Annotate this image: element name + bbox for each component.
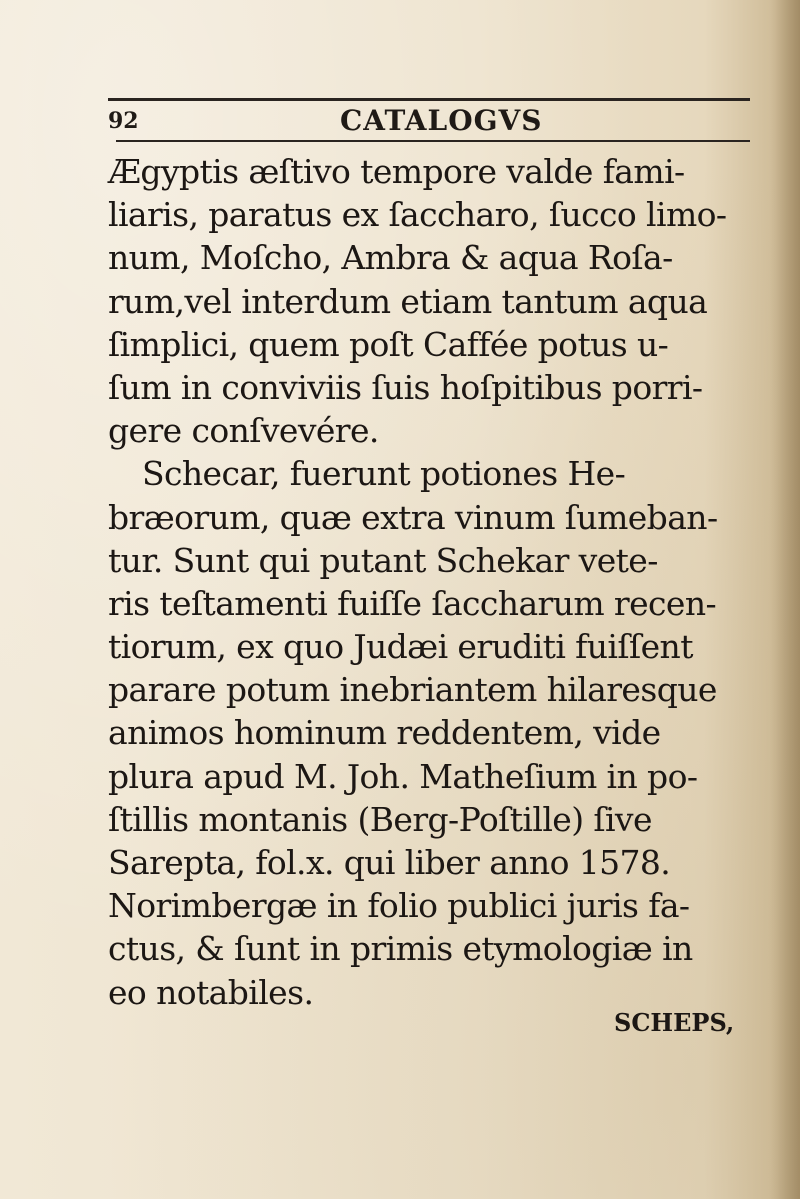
header-rule-top <box>108 98 750 101</box>
page-edge-shadow <box>770 0 800 1199</box>
text-line: Ægyptis æſtivo tempore valde fami- <box>108 152 685 191</box>
text-line: ſum in conviviis ſuis hoſpitibus porri- <box>108 367 703 407</box>
text-line: rum,vel interdum etiam tantum aqua <box>108 281 708 321</box>
text-line: tur. Sunt qui putant Schekar vete- <box>108 540 658 580</box>
text-line: parare potum inebriantem hilaresque <box>108 670 717 710</box>
text-line: gere conſvevére. <box>108 411 379 451</box>
text-line: num, Moſcho, Ambra & aqua Roſa- <box>108 238 673 278</box>
text-line: Sarepta, fol.x. qui liber anno 1578. <box>108 843 671 882</box>
body-text <box>108 150 768 1014</box>
text-line: eo notabiles. <box>108 972 314 1012</box>
text-line: Schecar, fuerunt potiones He- <box>142 454 626 494</box>
text-line: ris teſtamenti fuiſſe ſaccharum recen- <box>108 583 717 623</box>
text-line: ſimplici, quem poſt Caffée potus u- <box>108 324 669 364</box>
text-line: tiorum, ex quo Judæi eruditi fuiſſent <box>108 627 693 667</box>
header-rule-bottom <box>116 140 750 142</box>
text-line: ſtillis montanis (Berg-Poſtille) ſive <box>108 799 652 839</box>
text-line: plura apud M. Joh. Matheſium in po- <box>108 756 698 796</box>
text-line: liaris, paratus ex ſaccharo, ſucco limo- <box>108 195 727 235</box>
text-line: animos hominum reddentem, vide <box>108 713 661 753</box>
catchword: SCHEPS, <box>614 1008 735 1037</box>
text-line: bræorum, quæ extra vinum ſumeban- <box>108 497 718 537</box>
page-number: 92 <box>108 108 139 134</box>
text-line: ctus, & ſunt in primis etymologiæ in <box>108 929 693 969</box>
text-line: Norimbergæ in folio publici juris fa- <box>108 886 690 926</box>
page-header <box>108 92 750 150</box>
running-head: CATALOGVS <box>340 104 543 137</box>
